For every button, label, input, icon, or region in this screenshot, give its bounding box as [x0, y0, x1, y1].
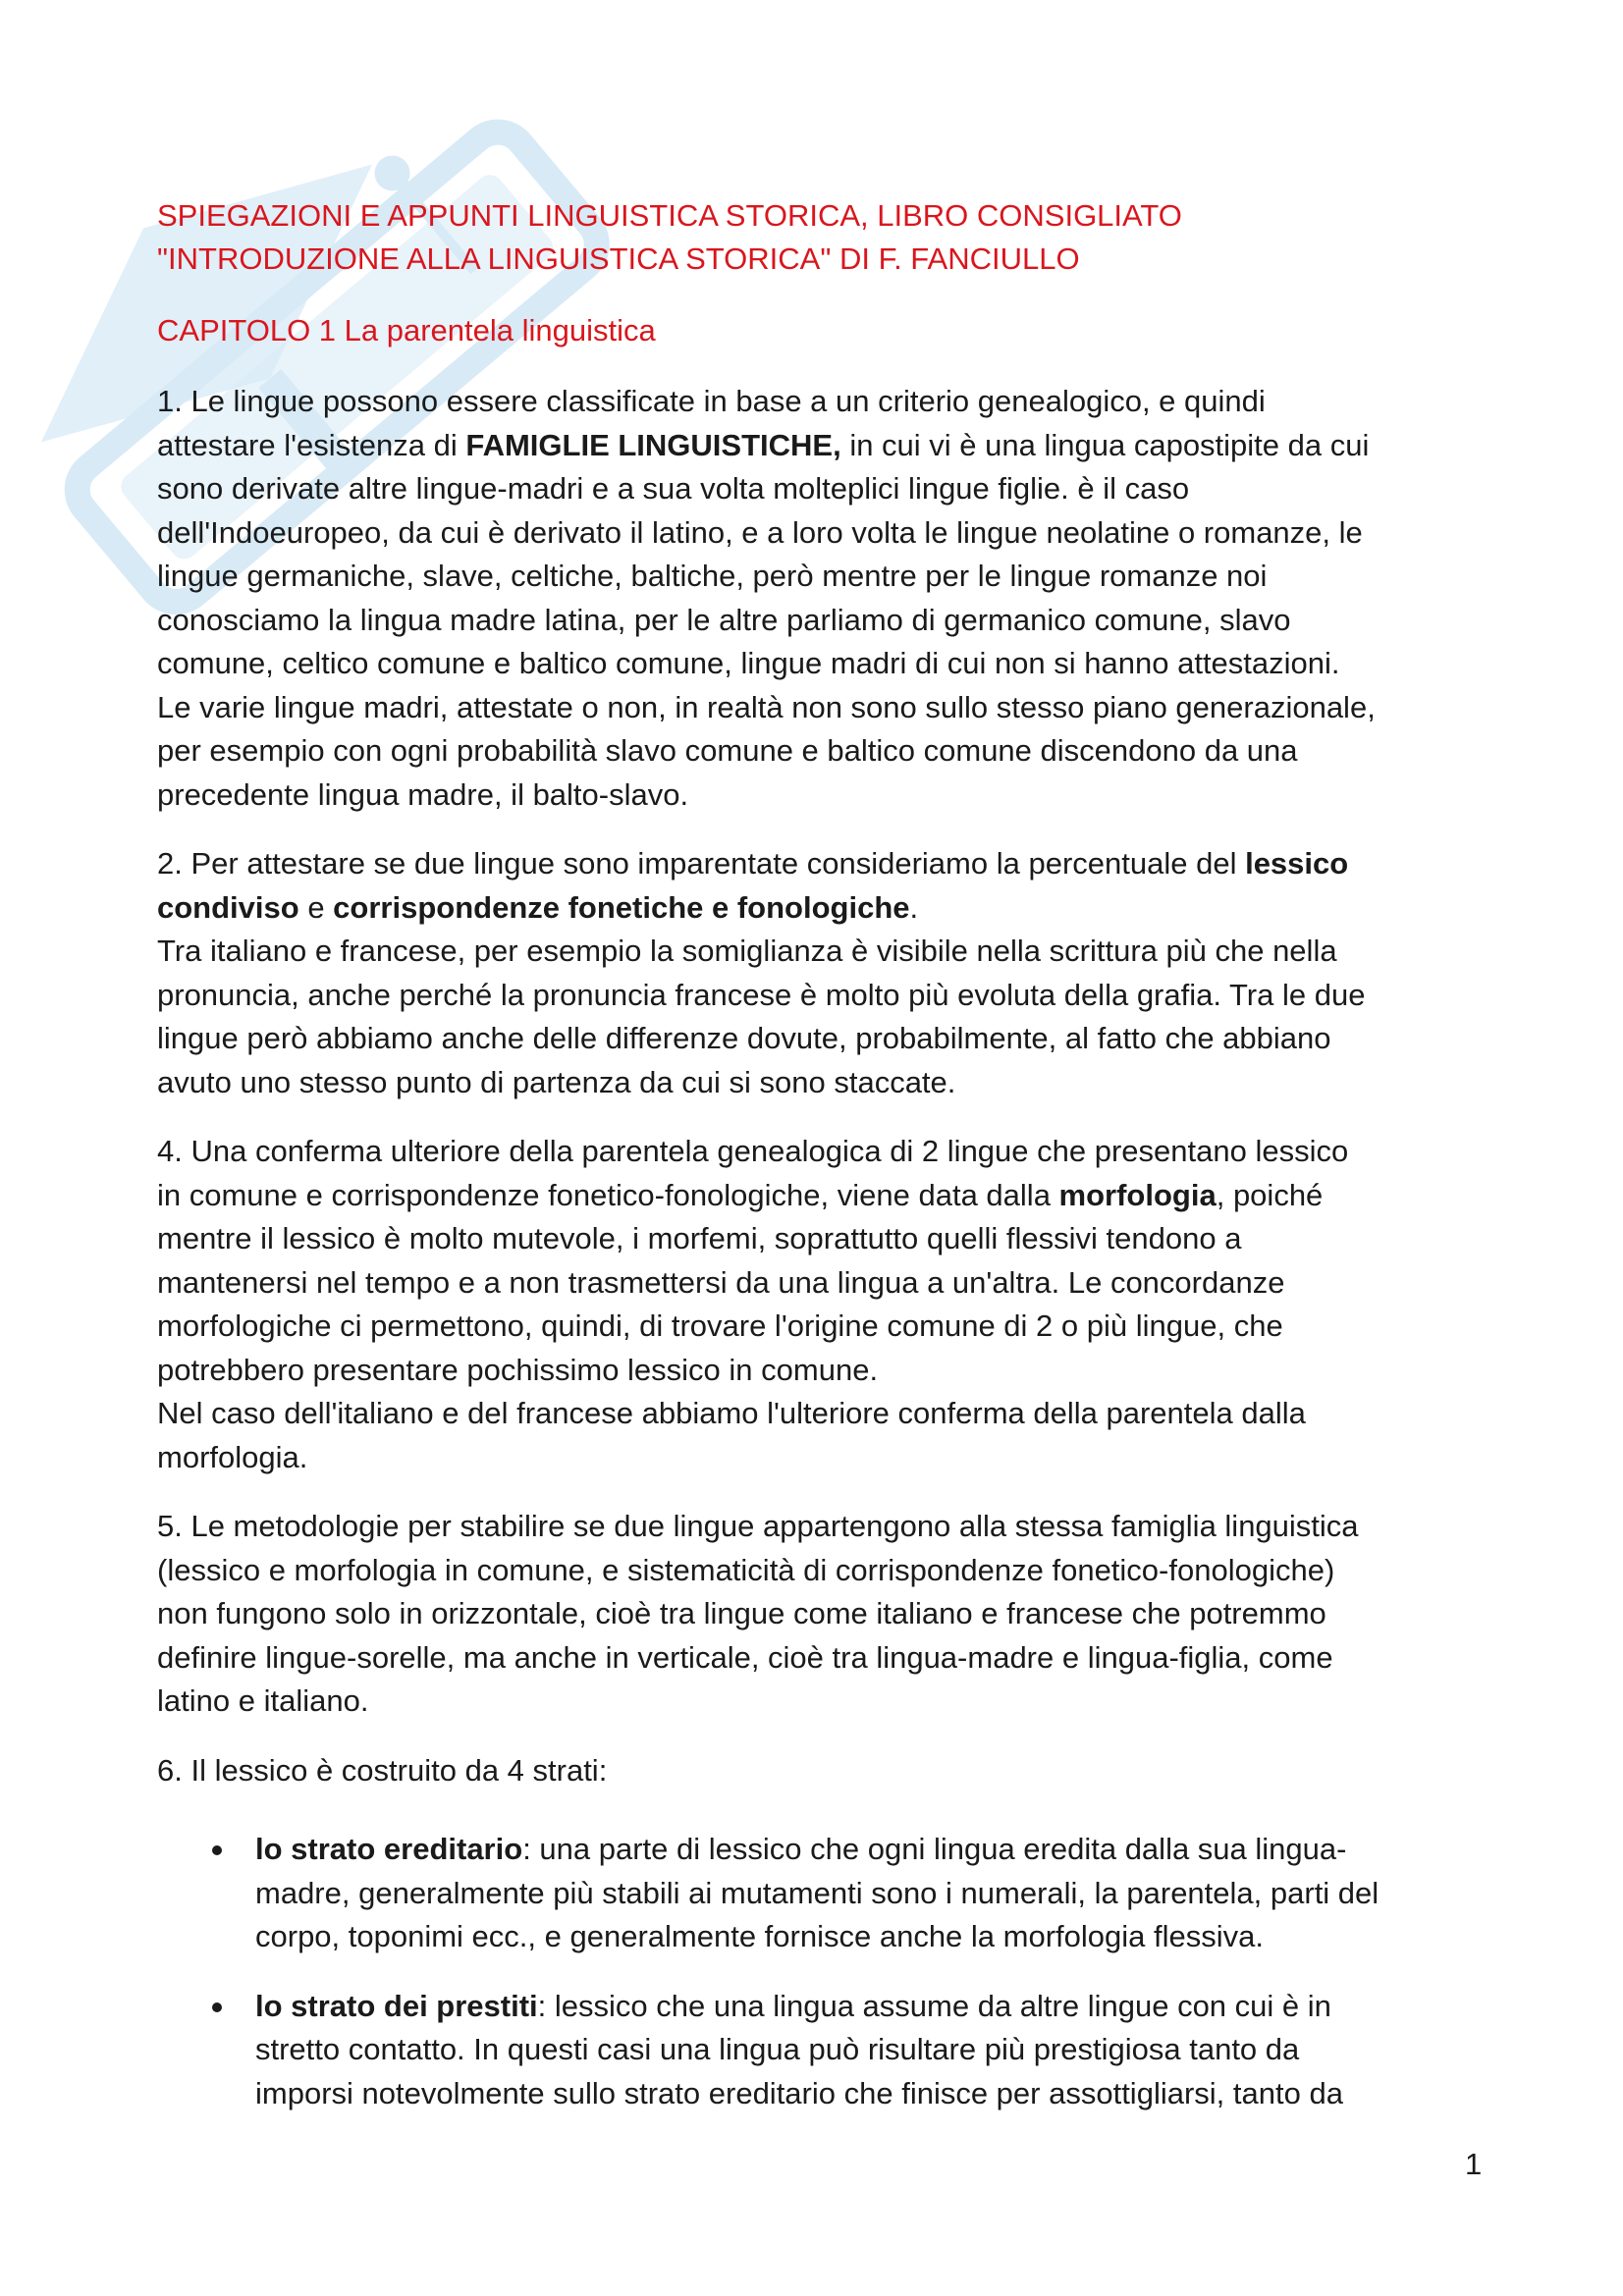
- text-line: [255, 1828, 1483, 1872]
- text-line: Le varie lingue madri, attestate o non, in realtà non sono sullo stesso piano generazionale,: [157, 689, 1376, 724]
- document-title: [157, 194, 1483, 281]
- text-run: , poiché: [1216, 1177, 1324, 1212]
- text-line: pronuncia, anche perché la pronuncia francese è molto più evoluta della grafia. Tra le due: [157, 977, 1366, 1012]
- text-line: 5. Le metodologie per stabilire se due lingue appartengono alla stessa famiglia linguistica: [157, 1509, 1359, 1543]
- text-line: imporsi notevolmente sullo strato ereditario che finisce per assottigliarsi, tanto da: [255, 2075, 1343, 2110]
- paragraph-6: [157, 1749, 1483, 1793]
- text-line: [157, 424, 1483, 468]
- text-line: lingue germaniche, slave, celtiche, baltiche, però mentre per le lingue romanze noi: [157, 559, 1268, 593]
- text-line: Tra italiano e francese, per esempio la somiglianza è visibile nella scrittura più che nella: [157, 934, 1337, 968]
- text-line: avuto uno stesso punto di partenza da cui si sono staccate.: [157, 1064, 956, 1099]
- text-line: latino e italiano.: [157, 1683, 369, 1718]
- bold-term: lessico: [1245, 846, 1349, 881]
- text-line: 6. Il lessico è costruito da 4 strati:: [157, 1752, 608, 1788]
- text-line: mantenersi nel tempo e a non trasmettersi da una lingua a un'altra. Le concordanze: [157, 1264, 1285, 1300]
- text-run: e: [298, 889, 334, 925]
- page-number: 1: [1465, 2147, 1483, 2181]
- paragraph-1: [157, 380, 1483, 817]
- bullet-icon: [212, 1845, 222, 1855]
- list-item: [157, 1985, 1483, 2116]
- text-line: mentre il lessico è molto mutevole, i morfemi, soprattutto quelli flessivi tendono a: [157, 1221, 1242, 1255]
- bullet-icon: [212, 2002, 222, 2012]
- text-line: [157, 1174, 1483, 1218]
- chapter-heading: CAPITOLO 1 La parentela linguistica: [157, 313, 656, 347]
- text-line: (lessico e morfologia in comune, e sistematicità di corrispondenze fonetico-fonologiche): [157, 1552, 1335, 1587]
- text-line: madre, generalmente più stabili ai mutamenti sono i numerali, la parentela, parti del: [255, 1875, 1380, 1910]
- text-line: morfologia.: [157, 1439, 308, 1474]
- text-line: 4. Una conferma ulteriore della parentela genealogica di 2 lingue che presentano lessico: [157, 1134, 1349, 1168]
- bold-term: lo strato ereditario: [255, 1832, 523, 1866]
- text-run: .: [909, 889, 919, 925]
- bold-term: lo strato dei prestiti: [255, 1988, 538, 2023]
- title-line-2: "INTRODUZIONE ALLA LINGUISTICA STORICA" DI F. FANCIULLO: [157, 241, 1080, 276]
- text-run: attestare l'esistenza di: [157, 427, 466, 462]
- text-line: 1. Le lingue possono essere classificate in base a un criterio genealogico, e quindi: [157, 384, 1266, 418]
- bold-term: corrispondenze fonetiche e fonologiche: [333, 889, 910, 925]
- text-line: sono derivate altre lingue-madri e a sua volta molteplici lingue figlie. è il caso: [157, 471, 1190, 506]
- paragraph-5: [157, 1505, 1483, 1724]
- text-line: [157, 842, 1483, 886]
- text-line: stretto contatto. In questi casi una lingua può risultare più prestigiosa tanto da: [255, 2032, 1300, 2066]
- paragraph-2: [157, 842, 1483, 1104]
- list-item: [157, 1828, 1483, 1959]
- text-line: morfologiche ci permettono, quindi, di trovare l'origine comune di 2 o più lingue, che: [157, 1308, 1283, 1343]
- strata-list: [157, 1828, 1483, 2115]
- text-run: in cui vi è una lingua capostipite da cui: [840, 427, 1370, 462]
- bold-term: condiviso: [157, 889, 299, 925]
- text-line: lingue però abbiamo anche delle differenze dovute, probabilmente, al fatto che abbiano: [157, 1021, 1331, 1055]
- text-line: precedente lingua madre, il balto-slavo.: [157, 776, 689, 812]
- text-line: dell'Indoeuropeo, da cui è derivato il latino, e a loro volta le lingue neolatine o romanze, le: [157, 514, 1363, 550]
- text-line: definire lingue-sorelle, ma anche in verticale, cioè tra lingua-madre e lingua-figlia, come: [157, 1639, 1333, 1675]
- text-line: Nel caso dell'italiano e del francese abbiamo l'ulteriore conferma della parentela dalla: [157, 1396, 1306, 1430]
- bold-term: FAMIGLIE LINGUISTICHE,: [465, 427, 841, 462]
- text-line: corpo, toponimi ecc., e generalmente fornisce anche la morfologia flessiva.: [255, 1919, 1264, 1953]
- text-line: comune, celtico comune e baltico comune, lingue madri di cui non si hanno attestazioni.: [157, 646, 1340, 680]
- bold-term: morfologia: [1058, 1177, 1217, 1212]
- text-line: [255, 1985, 1483, 2029]
- text-run: 2. Per attestare se due lingue sono imparentate consideriamo la percentuale del: [157, 846, 1246, 881]
- text-line: per esempio con ogni probabilità slavo comune e baltico comune discendono da una: [157, 733, 1298, 768]
- paragraph-4: [157, 1130, 1483, 1479]
- text-line: non fungono solo in orizzontale, cioè tra lingue come italiano e francese che potremmo: [157, 1596, 1326, 1630]
- title-line-1: SPIEGAZIONI E APPUNTI LINGUISTICA STORICA, LIBRO CONSIGLIATO: [157, 198, 1182, 233]
- text-run: in comune e corrispondenze fonetico-fonologiche, viene data dalla: [157, 1177, 1059, 1212]
- text-line: [157, 886, 1483, 931]
- text-run: : una parte di lessico che ogni lingua eredita dalla sua lingua-: [522, 1832, 1347, 1866]
- document-page: [157, 194, 1483, 2141]
- text-line: potrebbero presentare pochissimo lessico in comune.: [157, 1352, 879, 1387]
- text-run: : lessico che una lingua assume da altre lingue con cui è in: [537, 1988, 1331, 2023]
- text-line: conosciamo la lingua madre latina, per le altre parliamo di germanico comune, slavo: [157, 602, 1291, 637]
